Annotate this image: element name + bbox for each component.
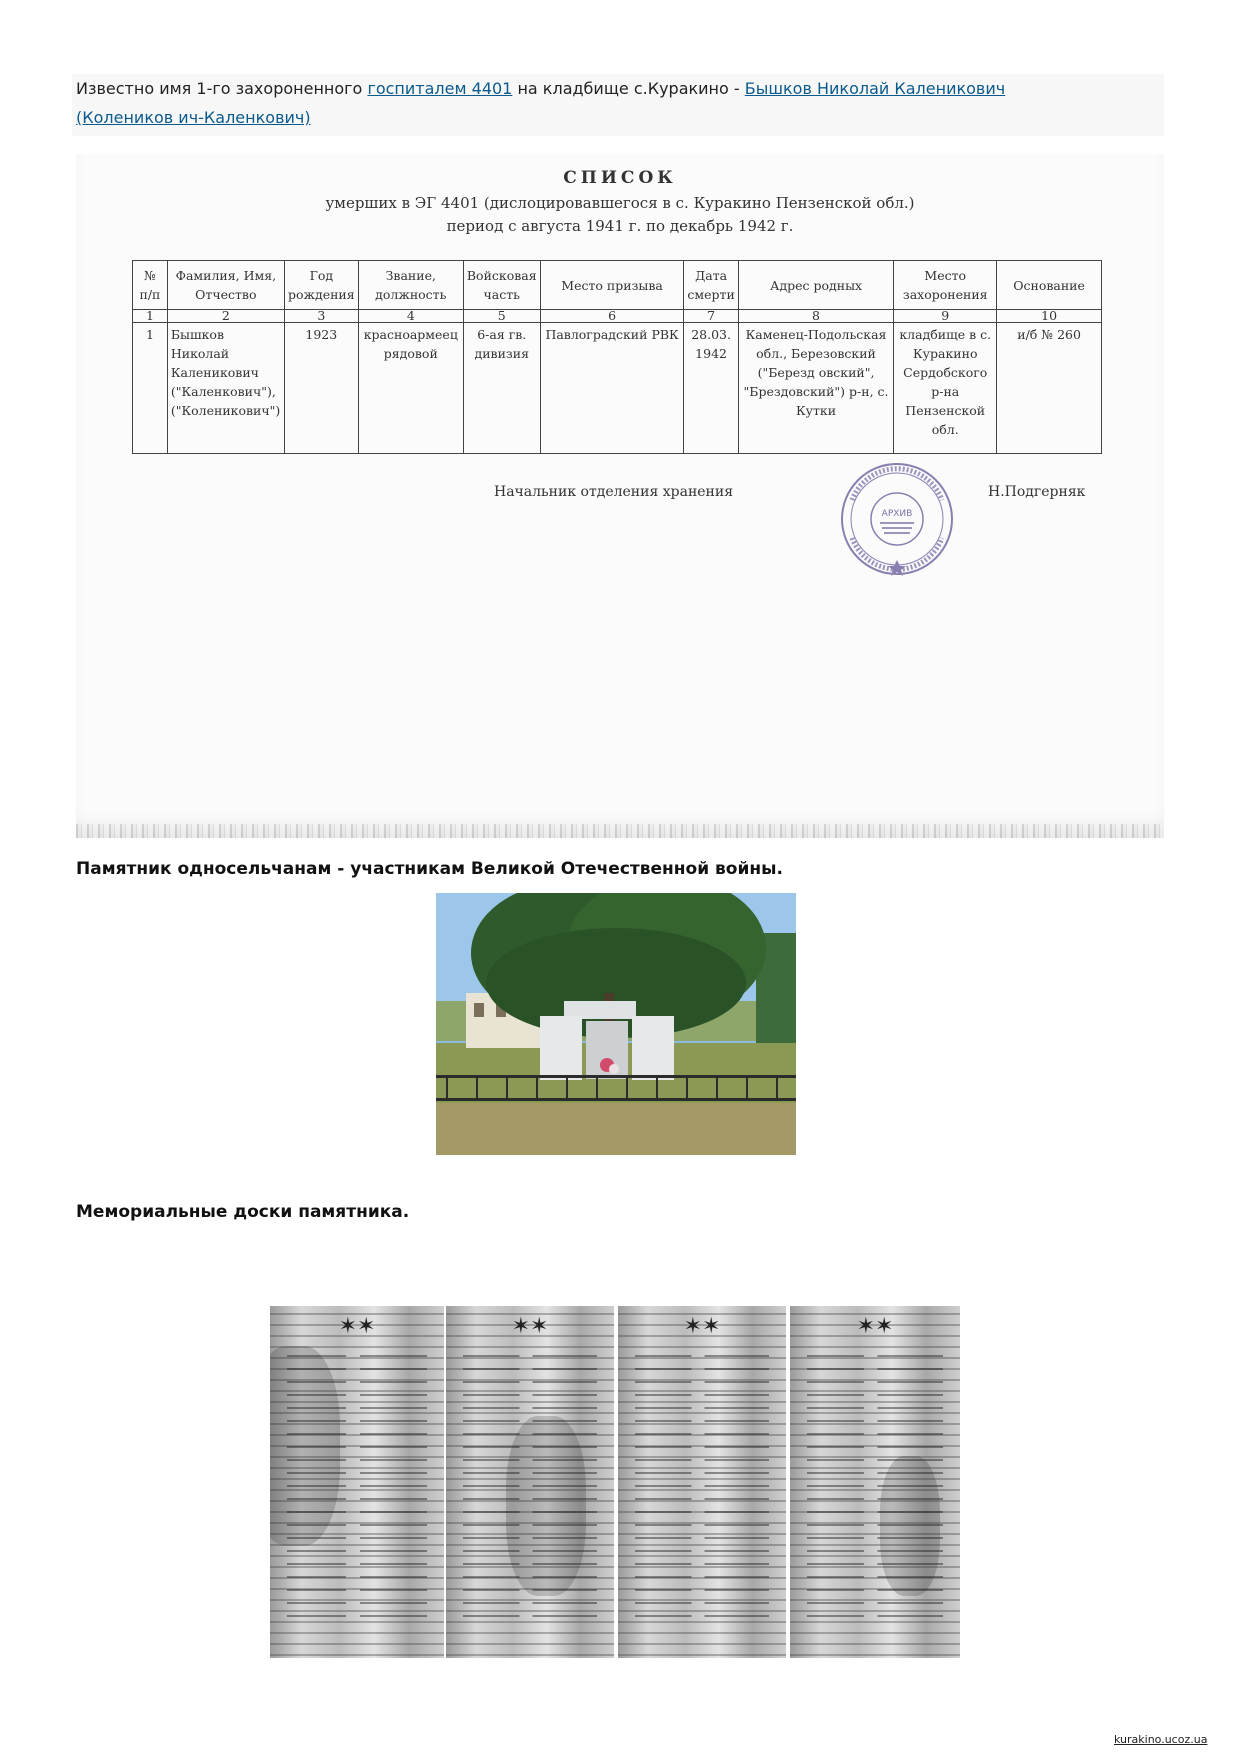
hospital-link[interactable]: госпиталем 4401 [367, 79, 513, 98]
column-number: 8 [738, 310, 894, 323]
cell-draft: Павлоградский РВК [540, 323, 684, 454]
intro-text-before: Известно имя 1-го захороненного [76, 79, 368, 98]
column-number: 10 [997, 310, 1102, 323]
header-cell: № п/п [133, 261, 168, 310]
laurel-icon: ✶✶ [683, 1314, 721, 1339]
deceased-list-table [132, 260, 1102, 454]
archive-stamp [838, 460, 956, 578]
plaque [446, 1306, 614, 1658]
soldier-name-link[interactable]: Бышков Николай Каленикович [744, 79, 1006, 98]
cell-rank: красноармеец рядовой [358, 323, 463, 454]
monument-heading: Памятник односельчанам - участникам Великой Отечественной войны. [76, 859, 783, 879]
column-number: 1 [133, 310, 168, 323]
table-column-number-row [133, 310, 1102, 323]
signature-name: Н.Подгерняк [988, 484, 1086, 500]
column-number: 4 [358, 310, 463, 323]
document-subtitle-1: умерших в ЭГ 4401 (дислоцировавшегося в с. Куракино Пензенской обл.) [325, 194, 915, 212]
column-number: 6 [540, 310, 684, 323]
column-number: 9 [894, 310, 997, 323]
header-cell: Дата смерти [684, 261, 738, 310]
column-number: 2 [167, 310, 284, 323]
plaque [618, 1306, 786, 1658]
stamp-text: АРХИВ [881, 509, 913, 519]
soldier-name-variants-link[interactable]: (Колеников ич-Каленкович) [76, 108, 311, 127]
cell-address: Каменец-Подольская обл., Березовский ("Березд овский", "Брездовский") р-н, с. Кутки [738, 323, 894, 454]
cell-basis: и/б № 260 [997, 323, 1102, 454]
laurel-icon: ✶✶ [338, 1314, 376, 1339]
header-cell: Место призыва [540, 261, 684, 310]
header-cell: Фамилия, Имя, Отчество [167, 261, 284, 310]
intro-text-middle: на кладбище с.Куракино - [512, 79, 745, 98]
laurel-icon: ✶✶ [511, 1314, 549, 1339]
document-subtitle-2: период с августа 1941 г. по декабрь 1942 г. [446, 217, 794, 235]
column-number: 3 [284, 310, 358, 323]
cell-name: Бышков Николай Каленикович ("Каленкович"), ("Коленикович") [167, 323, 284, 454]
header-cell: Год рождения [284, 261, 358, 310]
laurel-icon: ✶✶ [856, 1314, 894, 1339]
cell-burial: кладбище в с. Куракино Сердобского р-на Пензенской обл. [894, 323, 997, 454]
monument-photo [436, 893, 796, 1155]
intro-paragraph [72, 74, 1164, 136]
memorial-plaques-photo [270, 1306, 960, 1658]
signature-role: Начальник отделения хранения [494, 484, 734, 500]
cell-num: 1 [133, 323, 168, 454]
header-cell: Войсковая часть [463, 261, 540, 310]
document-title: СПИСОК [563, 168, 677, 188]
plaque [270, 1306, 444, 1658]
scan-noise [76, 824, 1164, 838]
cell-year: 1923 [284, 323, 358, 454]
header-cell: Адрес родных [738, 261, 894, 310]
cell-death-date: 28.03. 1942 [684, 323, 738, 454]
column-number: 5 [463, 310, 540, 323]
column-number: 7 [684, 310, 738, 323]
cell-unit: 6-ая гв. дивизия [463, 323, 540, 454]
table-row [133, 323, 1102, 454]
plaques-heading: Мемориальные доски памятника. [76, 1202, 410, 1222]
table-header-row [133, 261, 1102, 310]
header-cell: Звание, должность [358, 261, 463, 310]
plaque [790, 1306, 960, 1658]
scanned-document [76, 154, 1164, 838]
header-cell: Основание [997, 261, 1102, 310]
site-watermark: kurakino.ucoz.ua [1114, 1733, 1208, 1746]
header-cell: Место захоронения [894, 261, 997, 310]
